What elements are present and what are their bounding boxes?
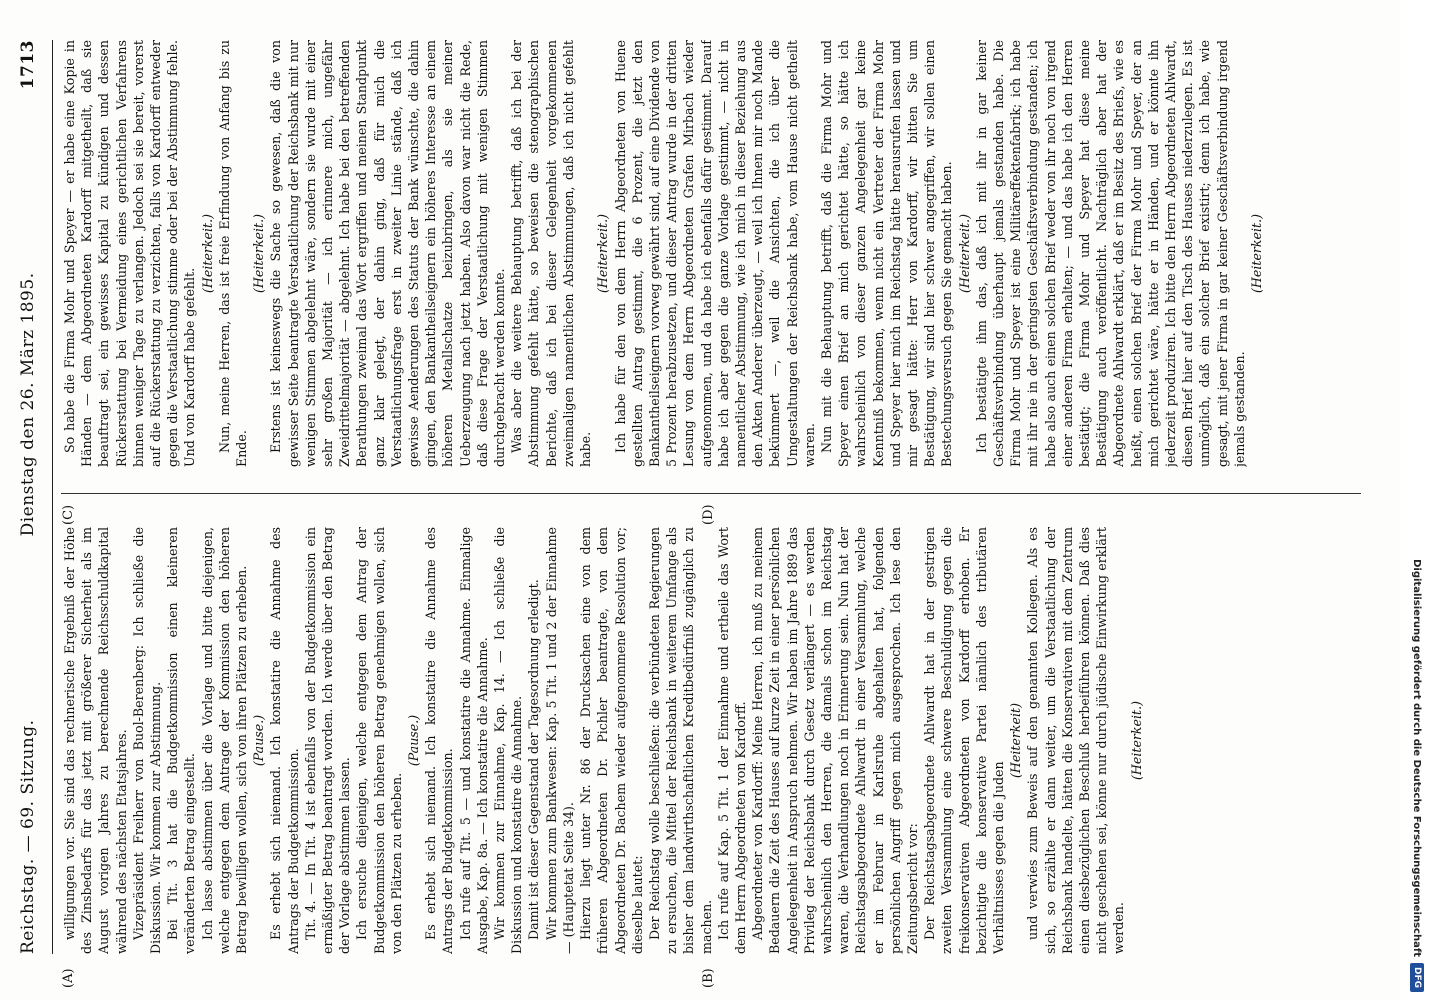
page-number: 1713 (18, 40, 38, 90)
paragraph: Erstens ist keineswegs die Sache so gewesen, daß die von gewisser Seite beantragte Verstaatlichung der Reichsbank mit nur wenigen Stimmen abgelehnt wäre, sondern sie wurde mit einer sehr großen Majorität — ich erinnere mich, ungefähr Zweidrittelmajorität — abgelehnt. Ich habe bei den betreffenden Berathungen zweimal das Wort ergriffen und meinen Standpunkt ganz klar gelegt, der dahin ging, daß für mich die Verstaatlichungsfrage erst in zweiter Linie stände, daß ich gewisse Aenderungen des Statuts der Bank wünschte, die dahin gingen, den Bankantheilseignern ein höheres Interesse an einem höheren Metallschatze beizubringen, als sie meiner Ueberzeugung nach jetzt haben. Also davon war nicht die Rede, daß diese Frage der Verstaatlichung mit wenigen Stimmen durchgebracht werden konnte. (268, 40, 508, 467)
dfg-logo: DFG (1410, 963, 1424, 992)
paragraph: Bei Tit. 3 hat die Budgetkommission einen kleineren veränderten Betrag eingestellt. (165, 527, 198, 954)
paragraph: (Heiterkeit) (1008, 703, 1024, 778)
right-column (61, 40, 1361, 467)
paragraph: willigungen vor. Sie sind das rechnerische Ergebniß der Höhe des Zinsbedarfs für das jetzt mit größerer Sicherheit als im August vorigen Jahres zu berechnende Reichsschuldkapital während des nächsten Etatsjahres. (62, 527, 129, 954)
paragraph: Hierzu liegt unter Nr. 86 der Drucksachen eine von dem früheren Abgeordneten Dr. Pichler beantragte, von dem Abgeordneten Dr. Bachem wieder aufgenommene Resolution vor; dieselbe lautet: (578, 527, 645, 954)
paragraph: Was aber die weitere Behauptung betrifft, daß ich bei der Abstimmung gefehlt hätte, so beweisen die stenographischen Berichte, daß ich bei dieser Gelegenheit vorgekommenen zweimaligen namentlichen Abstimmungen, daß ich nicht gefehlt habe. (509, 40, 594, 467)
paragraph: (Pause.) (406, 714, 422, 767)
paragraph: (Pause.) (251, 714, 267, 767)
paragraph: Ich habe für den von dem Herrn Abgeordneten von Huene gestellten Antrag gestimmt, die 6 Prozent, die jetzt den Bankantheilseignern vorweg gewährt sind, auf eine Dividende von 5 Prozent herabzusetzen, und dieser Antrag wurde in der dritten Lesung von dem Herrn Abgeordneten Grafen Mirbach wieder aufgenommen, und da habe ich ebenfalls dafür gestimmt. Darauf habe ich aber gegen die ganze Vorlage gestimmt, — nicht in namentlicher Abstimmung, wie ich mich in dieser Beziehung aus den Akten Anderer überzeugt, — weil ich Ihnen mir noch Mande bekümmert —, weil die Ansichten, die ich über die Umgestaltungen der Reichsbank habe, vom Hause nicht getheilt waren. (612, 40, 817, 467)
paragraph: (Heiterkeit.) (251, 214, 267, 293)
paragraph: (Heiterkeit.) (956, 214, 972, 293)
paragraph: (Heiterkeit.) (199, 214, 215, 293)
paragraph: Nun, meine Herren, das ist freie Erfindung von Anfang bis zu Ende. (216, 40, 250, 467)
paragraph: Abgeordneter von Kardorff: Meine Herren, ich muß zu meinem Bedauern die Zeit des Hauses auf kurze Zeit in einer persönlichen Angelegenheit in Anspruch nehmen. Wir haben im Jahre 1889 das Privileg der Reichsbank durch Gesetz verlängert — es werden wahrscheinlich den Herren, die damals schon im Reichstag waren, die Verhandlungen noch in Erinnerung sein. Nun hat der Reichstagsabgeordnete Ahlwardt in einer Versammlung, welche er im Februar in Karlsruhe abgehalten hat, folgenden persönlichen Angriff gegen mich ausgesprochen. Ich lese den Zeitungsbericht vor: (750, 527, 920, 954)
paragraph: Tit. 4. — In Tit. 4 ist ebenfalls von der Budgetkommission ein ermäßigter Betrag beantragt worden. Ich werde über den Betrag der Vorlage abstimmen lassen. (302, 527, 353, 954)
paragraph: (Heiterkeit.) (1128, 701, 1144, 780)
text-columns (61, 40, 1361, 988)
paragraph: Wir kommen zur Einnahme, Kap. 14. — Ich schließe die Diskussion und konstatire die Annahme. (492, 527, 525, 954)
left-column (61, 527, 1361, 954)
paragraph: (Heiterkeit.) (595, 214, 611, 293)
paragraph: Ich ersuche diejenigen, welche entgegen dem Antrag der Budgetkommission den höheren Betrag genehmigen wollen, sich von den Plätzen zu erheben. (354, 527, 404, 954)
paragraph: Es erhebt sich niemand. Ich konstatire die Annahme des Antrags der Budgetkommission. (268, 527, 301, 954)
paragraph: Nun mit die Behauptung betrifft, daß die Firma Mohr und Speyer einen Brief an mich gerichtet hätte, so hätte ich wahrscheinlich von dieser ganzen Angelegenheit gar keine Kenntniß bekommen, wenn nicht ein Vertreter der Firma Mohr und Speyer hier mich im Reichstag hätte herausrufen lassen und mir gesagt hätte: Herr von Kardorff, wir bitten Sie um Bestätigung, wir sind hier schwer angegriffen, wir sollen einen Bestechungsversuch gegen Sie gemacht haben. (818, 40, 955, 467)
paragraph: Der Reichstagsabgeordnete Ahlwardt hat in der gestrigen zweiten Versammlung eine schwere Beschuldigung gegen die freikonservativen Abgeordneten von Kardorff erhoben. Er bezichtigte die konservative Partei nämlich des tributären Verhältnisses gegen die Juden (922, 527, 1006, 954)
paragraph: Der Reichstag wolle beschließen: die verbündeten Regierungen zu ersuchen, die Mittel der Reichsbank in weiterem Umfange als bisher dem landwirthschaftlichen Kreditbedürfniß zugänglich zu machen. (646, 527, 714, 954)
paragraph: Es erhebt sich niemand. Ich konstatire die Annahme des Antrags der Budgetkommission. (423, 527, 456, 954)
header-left: Reichstag. — 69. Sitzung. (18, 719, 38, 954)
paragraph: So habe die Firma Mohr und Speyer — er habe eine Kopie in Händen — dem Abgeordneten Kardorff mitgetheilt, daß sie beauftragt sei, ein gewisses Kapital zu kündigen und dessen Rückerstattung bei Vermeidung eines gerichtlichen Verfahrens binnen weniger Tage zu verlangen. Jedoch sei sie bereit, vorerst auf die Rückerstattung zu verzichten, falls von Kardorff entweder gegen die Verstaatlichung stimme oder bei der Abstimmung fehle. Und von Kardorff habe gefehlt. (62, 40, 198, 467)
paragraph: Ich rufe auf Tit. 5 — und konstatire die Annahme. Einmalige Ausgabe, Kap. 8a. — Ich konstatire die Annahme. (457, 527, 490, 954)
paragraph: und verwies zum Beweis auf den genannten Kollegen. Als es sich, so erzählte er dann weiter, um die Verstaatlichung der Reichsbank handelte, hätten die Konservativen mit dem Zentrum einen diesbezüglichen Beschluß herbeiführen können. Daß dies nicht geschehen sei, könne nur durch jüdische Einwirkung erklärt werden. (1025, 527, 1127, 954)
paragraph: Ich rufe auf Kap. 5 Tit. 1 der Einnahme und ertheile das Wort dem Herrn Abgeordneten von Kardorff. (715, 527, 748, 954)
header-date: Dienstag den 26. März 1895. (18, 272, 38, 537)
margin-marker-b: (B) (701, 968, 716, 988)
paragraph: Wir kommen zum Bankwesen: Kap. 5 Tit. 1 und 2 der Einnahme — (Hauptetat Seite 34). (543, 527, 576, 954)
credit-text: Digitalisierung gefördert durch die Deutsche Forschungsgemeinschaft (1411, 559, 1423, 957)
paragraph: (Heiterkeit.) (1249, 214, 1265, 293)
paragraph: Damit ist dieser Gegenstand der Tagesordnung erledigt. (526, 579, 542, 940)
digitization-credit (1402, 0, 1432, 1000)
paragraph: Ich lasse abstimmen über die Vorlage und bitte diejenigen, welche entgegen dem Antrage der Kommission den höheren Betrag bewilligen wollen, sich von ihren Plätzen zu erheben. (199, 527, 250, 954)
paragraph: Ich bestätigte ihm das, daß ich mit ihr in gar keiner Geschäftsverbindung überhaupt jemals gestanden habe. Die Firma Mohr und Speyer ist eine Militäreffektenfabrik; ich habe mit ihr nie in der geringsten Geschäftsverbindung gestanden; ich habe also auch einen solchen Brief weder von ihr noch von irgend einer anderen Firma erhalten; — und das habe ich den Herren bestätigt; die Firma Mohr und Speyer hat diese meine Bestätigung auch veröffentlicht. Nachträglich aber hat der Abgeordnete Ahlwardt erklärt, daß er im Besitz des Briefs, wie es heißt, einen solchen Brief der Firma Mohr und Speyer, der an mich gerichtet wäre, hätte er in Händen, und er könnte ihn jederzeit produziren. Ich bitte den Herrn Abgeordneten Ahlwardt, diesen Brief hier auf den Tisch des Hauses niederzulegen. Es ist unmöglich, daß ein solcher Brief existirt; denn ich habe, wie gesagt, mit jener Firma in gar keiner Geschäftsverbindung irgend jemals gestanden. (973, 40, 1247, 467)
margin-marker-d: (D) (701, 504, 716, 525)
paragraph: Vizepräsident Freiherr von Buol-Berenberg: Ich schließe die Diskussion. Wir kommen zur Abstimmung. (130, 527, 164, 954)
column-divider (61, 493, 1361, 527)
margin-marker-c: (C) (61, 504, 76, 525)
page-header (18, 40, 53, 954)
margin-marker-a: (A) (61, 968, 76, 988)
